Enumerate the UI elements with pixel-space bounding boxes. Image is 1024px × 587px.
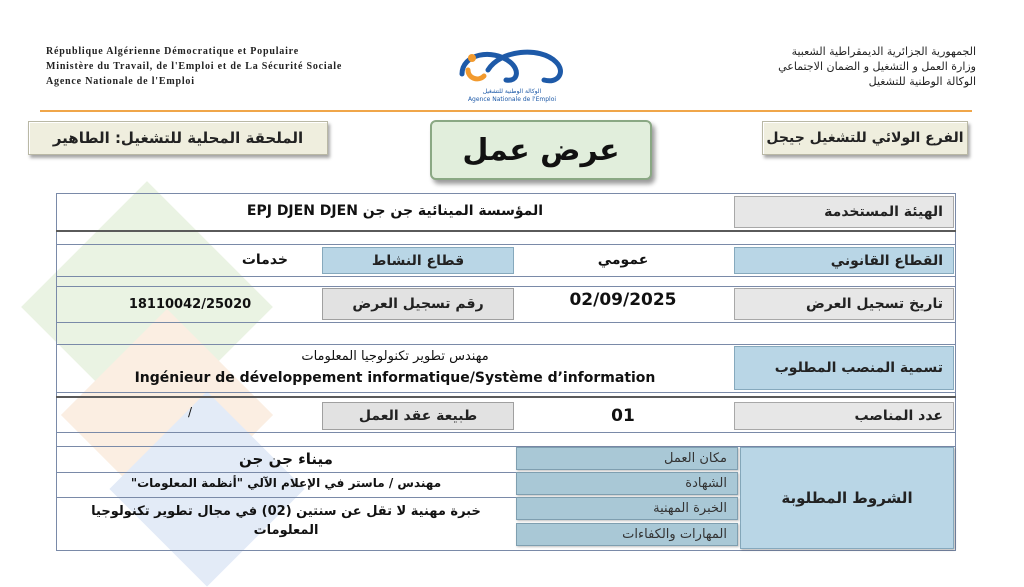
header-ar-ministry: وزارة العمل و التشغيل و الضمان الاجتماعي [778, 60, 976, 73]
row-divider [56, 230, 956, 232]
logo-caption-fr: Agence Nationale de l'Emploi [467, 96, 557, 103]
position-fr-value: Ingénieur de développement informatique/Système d’information [134, 370, 656, 386]
reg-date-label: تاريخ تسجيل العرض [734, 288, 954, 320]
page-title: عرض عمل [430, 120, 652, 180]
header-divider [40, 110, 972, 112]
position-ar-value: مهندس تطوير تكنولوجيا المعلومات [301, 348, 489, 364]
legal-sector-value: عمومي [597, 252, 649, 268]
count-label: عدد المناصب [734, 402, 954, 430]
reg-date-value: 02/09/2025 [569, 290, 677, 310]
header-fr-ministry: Ministère du Travail, de l'Emploi et de La Sécurité Sociale [46, 61, 343, 72]
activity-value: خدمات [241, 252, 288, 268]
row-divider [56, 472, 516, 473]
logo-caption [440, 88, 584, 104]
header-ar-agency: الوكالة الوطنية للتشغيل [868, 75, 976, 88]
legal-sector-label: القطاع القانوني [734, 247, 954, 274]
employer-label: الهيئة المستخدمة [734, 196, 954, 228]
contract-label: طبيعة عقد العمل [322, 402, 514, 430]
header-fr-republic: République Algérienne Démocratique et Populaire [46, 46, 299, 57]
local-branch-box: الملحقة المحلية للتشغيل: الطاهير [28, 121, 328, 155]
header-ar-republic: الجمهورية الجزائرية الديمقراطية الشعبية [791, 45, 976, 58]
workplace-label: مكان العمل [516, 447, 738, 470]
employer-value: المؤسسة المينائية جن جن EPJ DJEN DJEN [246, 203, 544, 219]
position-label: تسمية المنصب المطلوب [734, 346, 954, 390]
header-arabic [778, 44, 976, 89]
activity-label: قطاع النشاط [322, 247, 514, 274]
row-divider [56, 322, 956, 323]
row-divider [56, 344, 956, 345]
count-value: 01 [611, 406, 635, 426]
diploma-label: الشهادة [516, 472, 738, 495]
contract-value: / [187, 405, 193, 419]
row-divider [56, 432, 956, 433]
experience-label: الخبرة المهنية [516, 497, 738, 520]
row-divider [56, 286, 956, 287]
workplace-value: ميناء جن جن [239, 450, 333, 468]
reg-number-label: رقم تسجيل العرض [322, 288, 514, 320]
row-divider [56, 392, 956, 393]
row-divider [56, 276, 956, 277]
header-french [46, 44, 342, 89]
diploma-value: مهندس / ماستر في الإعلام الآلي "أنظمة المعلومات" [130, 476, 442, 490]
header-fr-agency: Agence Nationale de l'Emploi [46, 76, 195, 87]
wilaya-branch-box: الفرع الولائي للتشغيل جيجل [762, 121, 968, 155]
row-divider [56, 396, 956, 398]
experience-value: خبرة مهنية لا تقل عن سنتين (02) في مجال تطوير تكنولوجيا المعلومات [91, 504, 481, 538]
reg-number-value: 18110042/25020 [128, 296, 252, 312]
row-divider [56, 497, 516, 498]
logo-caption-ar: الوكالة الوطنية للتشغيل [482, 88, 542, 95]
conditions-label: الشروط المطلوبة [740, 447, 954, 549]
skills-label: المهارات والكفاءات [516, 523, 738, 546]
row-divider [56, 244, 956, 245]
